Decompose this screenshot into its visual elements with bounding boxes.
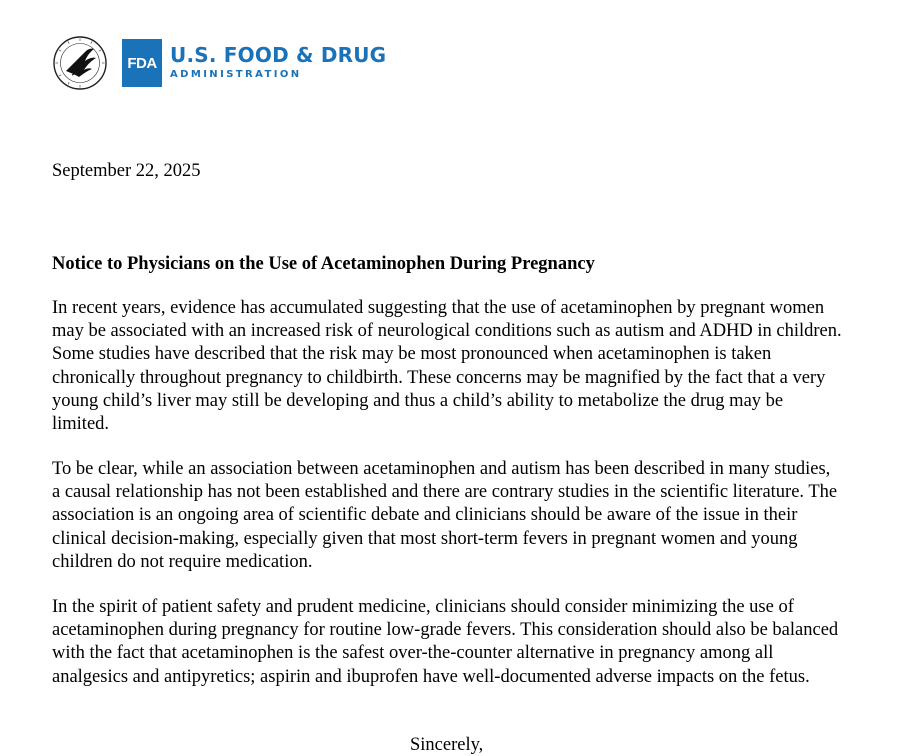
paragraph: In recent years, evidence has accumulated suggesting that the use of acetaminophen by pregnant women may be associated with an increased risk of neurological conditions such as autism and ADHD in children. Some studies have described that the risk may be most pronounced when acetaminophen is taken chronically throughout pregnancy to childbirth. These concerns may be magnified by the fact that a very young child’s liver may still be developing and thus a child’s ability to metabolize the drug may be limited. [52, 298, 842, 435]
letter-title: Notice to Physicians on the Use of Acetaminophen During Pregnancy [52, 254, 595, 274]
hhs-seal-icon [52, 35, 108, 91]
letterhead [52, 36, 386, 90]
fda-box-logo: FDA [122, 39, 162, 87]
letter-closing: Sincerely, [410, 735, 484, 755]
paragraph: To be clear, while an association between acetaminophen and autism has been described in many studies, a causal relationship has not been established and there are contrary studies in the scientific literature. The association is an ongoing area of scientific debate and clinicians should be aware of the issue in their clinical decision-making, especially given that most short-term fevers in pregnant women and young children do not require medication. [52, 459, 838, 572]
letter-date: September 22, 2025 [52, 161, 201, 181]
fda-logo [122, 39, 386, 87]
paragraph: In the spirit of patient safety and prudent medicine, clinicians should consider minimizing the use of acetaminophen during pregnancy for routine low-grade fevers. This consideration should also be balanced with the fact that acetaminophen is the safest over-the-counter alternative in pregnancy among all analgesics and antipyretics; aspirin and ibuprofen have well-documented adverse impacts on the fetus. [52, 597, 839, 687]
fda-title: U.S. FOOD & DRUG [170, 43, 387, 67]
fda-subtitle: ADMINISTRATION [170, 69, 302, 80]
fda-wordmark [170, 44, 386, 82]
